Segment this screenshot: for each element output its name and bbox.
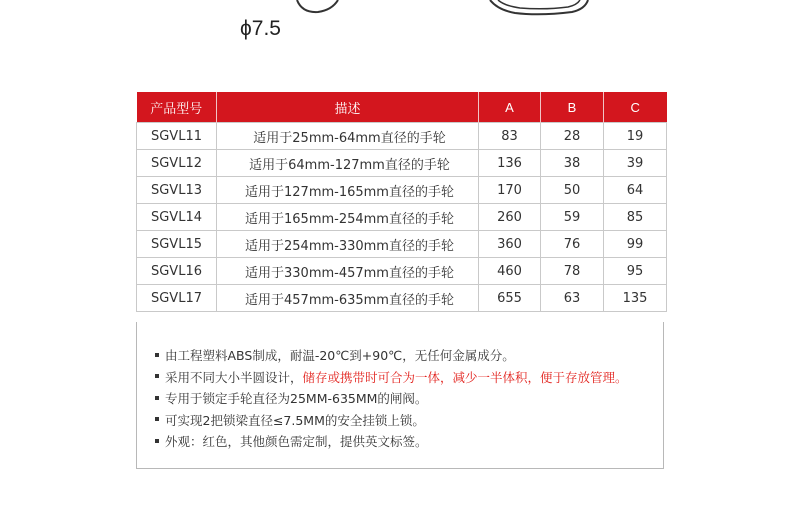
- cell-a: 360: [479, 231, 541, 258]
- bullet-icon: [155, 417, 159, 421]
- list-item: [155, 410, 628, 432]
- cell-description: 适用于457mm-635mm直径的手轮: [217, 285, 479, 312]
- cell-b: 28: [541, 123, 604, 150]
- cell-a: 460: [479, 258, 541, 285]
- features-box: [136, 322, 664, 469]
- table-row: [137, 258, 667, 285]
- features-list: [155, 345, 628, 453]
- cell-b: 38: [541, 150, 604, 177]
- cell-model: SGVL14: [137, 204, 217, 231]
- feature-text: 可实现2把锁梁直径≤7.5MM的安全挂锁上锁。: [165, 412, 425, 428]
- cell-b: 50: [541, 177, 604, 204]
- header-b: B: [541, 92, 604, 123]
- table-row: [137, 177, 667, 204]
- table-header-row: [137, 92, 667, 123]
- diagram-outline: [0, 0, 800, 45]
- cell-model: SGVL17: [137, 285, 217, 312]
- cell-description: 适用于25mm-64mm直径的手轮: [217, 123, 479, 150]
- table-row: [137, 285, 667, 312]
- cell-model: SGVL16: [137, 258, 217, 285]
- cell-b: 59: [541, 204, 604, 231]
- cell-model: SGVL13: [137, 177, 217, 204]
- cell-a: 136: [479, 150, 541, 177]
- cell-c: 99: [604, 231, 667, 258]
- spec-table: [136, 92, 667, 312]
- cell-model: SGVL11: [137, 123, 217, 150]
- header-a: A: [479, 92, 541, 123]
- cell-c: 19: [604, 123, 667, 150]
- cell-c: 39: [604, 150, 667, 177]
- table-row: [137, 150, 667, 177]
- feature-text: 外观：红色，其他颜色需定制，提供英文标签。: [165, 434, 428, 449]
- header-description: 描述: [217, 92, 479, 123]
- cell-a: 170: [479, 177, 541, 204]
- list-item: [155, 388, 628, 410]
- cell-a: 655: [479, 285, 541, 312]
- cell-a: 83: [479, 123, 541, 150]
- bullet-icon: [155, 353, 159, 357]
- diameter-dimension-label: ϕ7.5: [240, 17, 281, 40]
- list-item: [155, 367, 628, 389]
- cell-description: 适用于330mm-457mm直径的手轮: [217, 258, 479, 285]
- feature-highlight-text: 储存或携带时可合为一体，减少一半体积，便于存放管理。: [302, 369, 628, 385]
- table-row: [137, 231, 667, 258]
- header-c: C: [604, 92, 667, 123]
- feature-text: 采用不同大小半圆设计，: [165, 369, 303, 385]
- cell-description: 适用于64mm-127mm直径的手轮: [217, 150, 479, 177]
- header-model: 产品型号: [137, 92, 217, 123]
- bullet-icon: [155, 439, 159, 443]
- cell-c: 85: [604, 204, 667, 231]
- table-row: [137, 204, 667, 231]
- feature-text: 由工程塑料ABS制成，耐温-20℃到+90℃，无任何金属成分。: [165, 348, 515, 363]
- bullet-icon: [155, 374, 159, 378]
- cell-description: 适用于254mm-330mm直径的手轮: [217, 231, 479, 258]
- cell-description: 适用于165mm-254mm直径的手轮: [217, 204, 479, 231]
- list-item: [155, 345, 628, 367]
- cell-c: 64: [604, 177, 667, 204]
- cell-b: 63: [541, 285, 604, 312]
- cell-model: SGVL12: [137, 150, 217, 177]
- lockout-diagram: [0, 0, 800, 45]
- cell-model: SGVL15: [137, 231, 217, 258]
- bullet-icon: [155, 396, 159, 400]
- cell-c: 135: [604, 285, 667, 312]
- feature-text: 专用于锁定手轮直径为25MM-635MM的闸阀。: [165, 391, 428, 406]
- cell-description: 适用于127mm-165mm直径的手轮: [217, 177, 479, 204]
- cell-b: 76: [541, 231, 604, 258]
- cell-b: 78: [541, 258, 604, 285]
- list-item: [155, 431, 628, 453]
- cell-a: 260: [479, 204, 541, 231]
- table-row: [137, 123, 667, 150]
- cell-c: 95: [604, 258, 667, 285]
